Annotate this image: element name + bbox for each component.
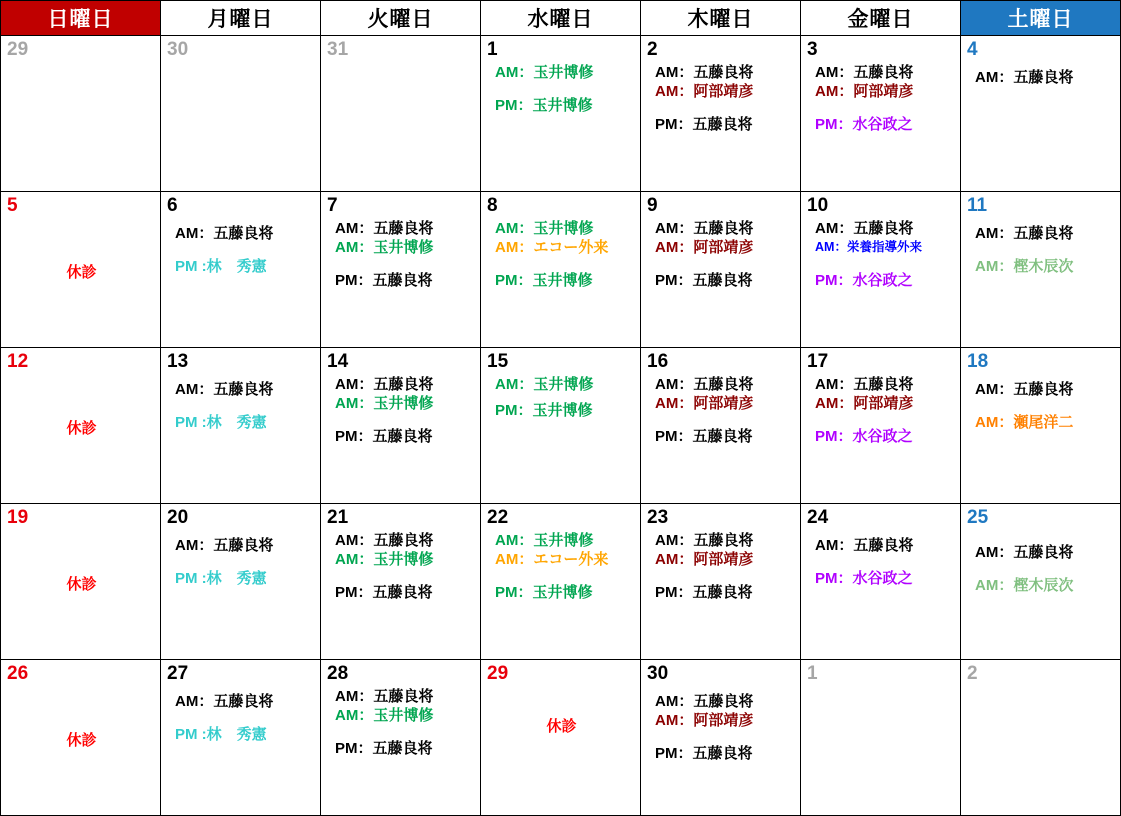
day-event-list (7, 731, 156, 750)
weekday-header-3: 水曜日 (481, 1, 641, 36)
day-event-list (327, 219, 476, 290)
weekday-header-5: 金曜日 (801, 1, 961, 36)
day-event-list (167, 224, 316, 276)
calendar-day-cell[interactable] (1, 348, 161, 504)
day-event-list (647, 63, 796, 134)
day-event: AM：五藤良将 (175, 225, 274, 242)
day-event: AM：玉井博修 (495, 64, 594, 81)
calendar-day-cell[interactable] (481, 192, 641, 348)
calendar-week-row (1, 504, 1121, 660)
day-event: PM：五藤良将 (655, 584, 753, 601)
calendar-day-cell[interactable] (321, 348, 481, 504)
day-number: 4 (967, 39, 978, 60)
day-number: 13 (167, 351, 189, 372)
day-event-list (647, 375, 796, 446)
calendar-day-cell[interactable] (961, 660, 1121, 816)
day-event: PM :林 秀憲 (175, 414, 267, 431)
day-event: AM：五藤良将 (975, 381, 1074, 398)
calendar-day-cell[interactable] (641, 504, 801, 660)
day-event: 休診 (66, 732, 97, 749)
calendar-day-cell[interactable] (1, 36, 161, 192)
day-number: 15 (487, 351, 509, 372)
day-event: AM：エコー外来 (495, 239, 609, 256)
day-number: 1 (807, 663, 818, 684)
day-event: PM :林 秀憲 (175, 258, 267, 275)
day-event-list (487, 63, 636, 115)
day-event: AM：五藤良将 (655, 693, 754, 710)
calendar-week-row (1, 660, 1121, 816)
day-event: AM：栄養指導外来 (815, 240, 922, 254)
day-event: PM：五藤良将 (335, 740, 433, 757)
day-number: 30 (647, 663, 669, 684)
day-number: 2 (967, 663, 978, 684)
calendar-day-cell[interactable] (1, 660, 161, 816)
calendar-day-cell[interactable] (801, 660, 961, 816)
calendar-day-cell[interactable] (641, 660, 801, 816)
day-event: AM：五藤良将 (655, 376, 754, 393)
day-event: PM：水谷政之 (815, 570, 913, 587)
calendar-day-cell[interactable] (481, 348, 641, 504)
day-event: PM：五藤良将 (655, 272, 753, 289)
day-event-list (807, 375, 956, 446)
day-event: PM：五藤良将 (655, 745, 753, 762)
calendar-day-cell[interactable] (161, 660, 321, 816)
day-event: AM：瀬尾洋二 (975, 414, 1074, 431)
day-event-list (7, 575, 156, 594)
day-event-list (167, 536, 316, 588)
day-event: AM：玉井博修 (335, 551, 434, 568)
day-event: PM：水谷政之 (815, 428, 913, 445)
day-event: PM：玉井博修 (495, 97, 593, 114)
day-event-list (167, 380, 316, 432)
day-event: AM：五藤良将 (815, 376, 914, 393)
day-event: AM：五藤良将 (335, 220, 434, 237)
day-number: 8 (487, 195, 498, 216)
day-event: AM：五藤良将 (975, 225, 1074, 242)
day-number: 26 (7, 663, 29, 684)
day-event-list (487, 219, 636, 290)
day-number: 11 (967, 195, 988, 216)
day-event: 休診 (66, 576, 97, 593)
day-number: 2 (647, 39, 658, 60)
day-number: 24 (807, 507, 829, 528)
day-number: 6 (167, 195, 178, 216)
day-event: AM：五藤良将 (815, 64, 914, 81)
calendar-day-cell[interactable] (641, 348, 801, 504)
day-event: AM：阿部靖彦 (655, 239, 754, 256)
calendar-day-cell[interactable] (641, 192, 801, 348)
day-event: AM：五藤良将 (975, 544, 1074, 561)
day-event-list (487, 717, 636, 736)
calendar-day-cell[interactable] (801, 348, 961, 504)
day-number: 21 (327, 507, 349, 528)
day-event: AM：玉井博修 (495, 376, 594, 393)
calendar-day-cell[interactable] (961, 36, 1121, 192)
calendar-day-cell[interactable] (161, 348, 321, 504)
day-event-list (647, 692, 796, 763)
calendar-day-cell[interactable] (161, 36, 321, 192)
day-number: 29 (487, 663, 509, 684)
day-event: AM：玉井博修 (495, 220, 594, 237)
day-event-list (807, 63, 956, 134)
day-number: 5 (7, 195, 18, 216)
day-event: AM：五藤良将 (975, 69, 1074, 86)
day-number: 3 (807, 39, 818, 60)
weekday-header-4: 木曜日 (641, 1, 801, 36)
day-event-list (167, 692, 316, 744)
day-number: 1 (487, 39, 498, 60)
day-number: 25 (967, 507, 989, 528)
calendar-day-cell[interactable] (321, 504, 481, 660)
day-event: AM：五藤良将 (655, 220, 754, 237)
day-event-list (327, 375, 476, 446)
day-event-list (967, 224, 1116, 276)
day-number: 18 (967, 351, 989, 372)
calendar-week-row (1, 348, 1121, 504)
day-event-list (487, 531, 636, 602)
day-event: AM：阿部靖彦 (815, 83, 914, 100)
calendar-day-cell[interactable] (161, 504, 321, 660)
calendar-day-cell[interactable] (961, 504, 1121, 660)
weekday-header-1: 月曜日 (161, 1, 321, 36)
day-event-list (967, 380, 1116, 432)
day-event-list (487, 375, 636, 420)
calendar-day-cell[interactable] (961, 192, 1121, 348)
day-event: AM：阿部靖彦 (815, 395, 914, 412)
day-event: PM：五藤良将 (335, 428, 433, 445)
day-number: 9 (647, 195, 658, 216)
day-number: 20 (167, 507, 189, 528)
day-event: AM：阿部靖彦 (655, 83, 754, 100)
day-event: AM：五藤良将 (175, 537, 274, 554)
weekday-header-0: 日曜日 (1, 1, 161, 36)
calendar-day-cell[interactable] (161, 192, 321, 348)
day-number: 16 (647, 351, 669, 372)
day-event: AM：阿部靖彦 (655, 712, 754, 729)
day-number: 19 (7, 507, 29, 528)
day-event: PM：五藤良将 (655, 428, 753, 445)
calendar-day-cell[interactable] (801, 504, 961, 660)
calendar-day-cell[interactable] (1, 504, 161, 660)
day-number: 23 (647, 507, 669, 528)
calendar-week-row (1, 36, 1121, 192)
calendar-day-cell[interactable] (641, 36, 801, 192)
day-event-list (7, 263, 156, 282)
day-event-list (967, 543, 1116, 595)
day-event-list (327, 687, 476, 758)
day-number: 27 (167, 663, 189, 684)
day-event: AM：五藤良将 (655, 532, 754, 549)
day-event: 休診 (546, 718, 577, 735)
day-event: PM :林 秀憲 (175, 570, 267, 587)
calendar-day-cell[interactable] (961, 348, 1121, 504)
day-event: AM：五藤良将 (335, 532, 434, 549)
day-event: AM：五藤良将 (815, 220, 914, 237)
day-event: PM：玉井博修 (495, 402, 593, 419)
day-event: PM：水谷政之 (815, 116, 913, 133)
day-event: PM :林 秀憲 (175, 726, 267, 743)
day-event: AM：阿部靖彦 (655, 551, 754, 568)
day-event: AM：五藤良将 (175, 693, 274, 710)
day-event-list (647, 219, 796, 290)
calendar-day-cell[interactable] (321, 36, 481, 192)
day-event: AM：玉井博修 (335, 239, 434, 256)
day-number: 14 (327, 351, 349, 372)
calendar-day-cell[interactable] (321, 660, 481, 816)
day-event-list (7, 419, 156, 438)
day-number: 29 (7, 39, 29, 60)
day-event: AM：樫木辰次 (975, 577, 1074, 594)
day-event: PM：五藤良将 (335, 272, 433, 289)
day-event: AM：エコー外来 (495, 551, 609, 568)
day-event-list (647, 531, 796, 602)
day-event-list (807, 219, 956, 290)
day-event: AM：玉井博修 (335, 707, 434, 724)
day-event: AM：五藤良将 (815, 537, 914, 554)
day-number: 17 (807, 351, 829, 372)
weekday-header-6: 土曜日 (961, 1, 1121, 36)
day-event: AM：五藤良将 (655, 64, 754, 81)
day-event: PM：玉井博修 (495, 272, 593, 289)
day-number: 7 (327, 195, 338, 216)
day-event: PM：玉井博修 (495, 584, 593, 601)
calendar-day-cell[interactable] (481, 504, 641, 660)
calendar-week-row (1, 192, 1121, 348)
weekday-header-row (1, 1, 1121, 36)
day-event: AM：五藤良将 (175, 381, 274, 398)
calendar-day-cell[interactable] (481, 660, 641, 816)
calendar-day-cell[interactable] (801, 192, 961, 348)
day-event: AM：阿部靖彦 (655, 395, 754, 412)
day-event: AM：玉井博修 (495, 532, 594, 549)
calendar-day-cell[interactable] (321, 192, 481, 348)
day-number: 31 (327, 39, 349, 60)
day-event: PM：水谷政之 (815, 272, 913, 289)
day-event: AM：五藤良将 (335, 688, 434, 705)
day-number: 12 (7, 351, 29, 372)
day-number: 22 (487, 507, 509, 528)
day-event: PM：五藤良将 (655, 116, 753, 133)
day-event-list (807, 536, 956, 588)
calendar-day-cell[interactable] (1, 192, 161, 348)
day-event: AM：玉井博修 (335, 395, 434, 412)
day-event: PM：五藤良将 (335, 584, 433, 601)
day-number: 10 (807, 195, 829, 216)
weekday-header-2: 火曜日 (321, 1, 481, 36)
day-number: 30 (167, 39, 189, 60)
day-event-list (327, 531, 476, 602)
day-event: AM：樫木辰次 (975, 258, 1074, 275)
day-event-list (967, 68, 1116, 87)
calendar-day-cell[interactable] (801, 36, 961, 192)
day-event: 休診 (66, 264, 97, 281)
day-number: 28 (327, 663, 349, 684)
day-event: 休診 (66, 420, 97, 437)
calendar-day-cell[interactable] (481, 36, 641, 192)
day-event: AM：五藤良将 (335, 376, 434, 393)
